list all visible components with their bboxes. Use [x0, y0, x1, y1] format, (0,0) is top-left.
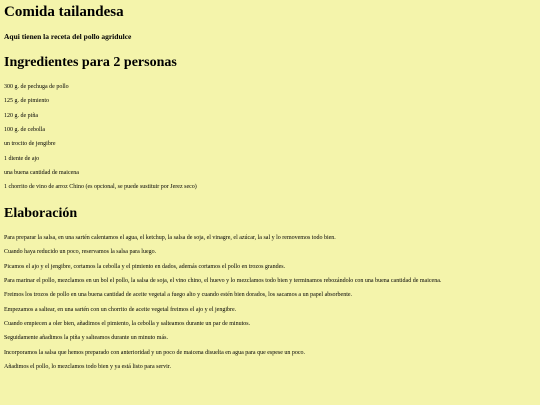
ingredients-list [4, 84, 197, 199]
ingredient-item: 125 g. de pimiento [4, 98, 49, 105]
preparation-step: Cuando haya reducido un poco, reservamos la salsa para luego. [4, 249, 157, 256]
preparation-step: Para marinar el pollo, mezclamos en un bol el pollo, la salsa de soja, el vino chino, el huevo y lo mezclamos todo bien y terminamos rebozándolo con una buena cantidad de maicena. [4, 278, 442, 285]
ingredient-item: 1 diente de ajo [4, 155, 40, 162]
preparation-steps-list [4, 235, 441, 378]
ingredient-item: 1 chorrito de vino de arroz Chino (es opcional, se puede sustituir por Jerez seco) [4, 184, 197, 191]
preparation-step: Freimos los trozos de pollo en una buena cantidad de aceite vegetal a fuego alto y cuando estén bien dorados, los sacamos a un papel absorbente. [4, 292, 353, 299]
preparation-step: Picamos el ajo y el jengibre, cortamos la cebolla y el pimiento en dados, además cortamos el pollo en trozos grandes. [4, 263, 286, 270]
preparation-step: Empezamos a saltear, en una sartén con un chorrito de aceite vegetal freimos el ajo y el jengibre. [4, 306, 237, 313]
ingredients-heading: Ingredientes para 2 personas [4, 55, 177, 70]
ingredient-item: 100 g. de cebolla [4, 127, 45, 134]
preparation-step: Seguidamente añadimos la piña y salteamos durante un minuto más. [4, 335, 168, 342]
page-subtitle: Aqui tienen la receta del pollo agridulce [4, 32, 132, 41]
ingredient-item: una buena cantidad de maicena [4, 170, 79, 177]
preparation-step: Cuando empiecen a oler bien, añadimos el pimiento, la cebolla y salteamos durante un par de minutos. [4, 321, 251, 328]
preparation-step: Para preparar la salsa, en una sartén calentamos el agua, el ketchup, la salsa de soja, el vinagre, el azúcar, la sal y lo removemos todo bien. [4, 235, 336, 241]
preparation-heading: Elaboración [4, 206, 78, 221]
ingredient-item: 120 g. de piña [4, 112, 38, 119]
ingredient-item: un trocito de jengibre [4, 141, 56, 148]
preparation-step: Añadimos el pollo, lo mezclamos todo bien y ya está listo para servir. [4, 364, 171, 371]
page-title: Comida tailandesa [4, 4, 124, 20]
preparation-step: Incorporamos la salsa que hemos preparado con anterioridad y un poco de maicena disuelta en agua para que espese un poco. [4, 349, 306, 356]
ingredient-item: 300 g. de pechuga de pollo [4, 84, 69, 90]
